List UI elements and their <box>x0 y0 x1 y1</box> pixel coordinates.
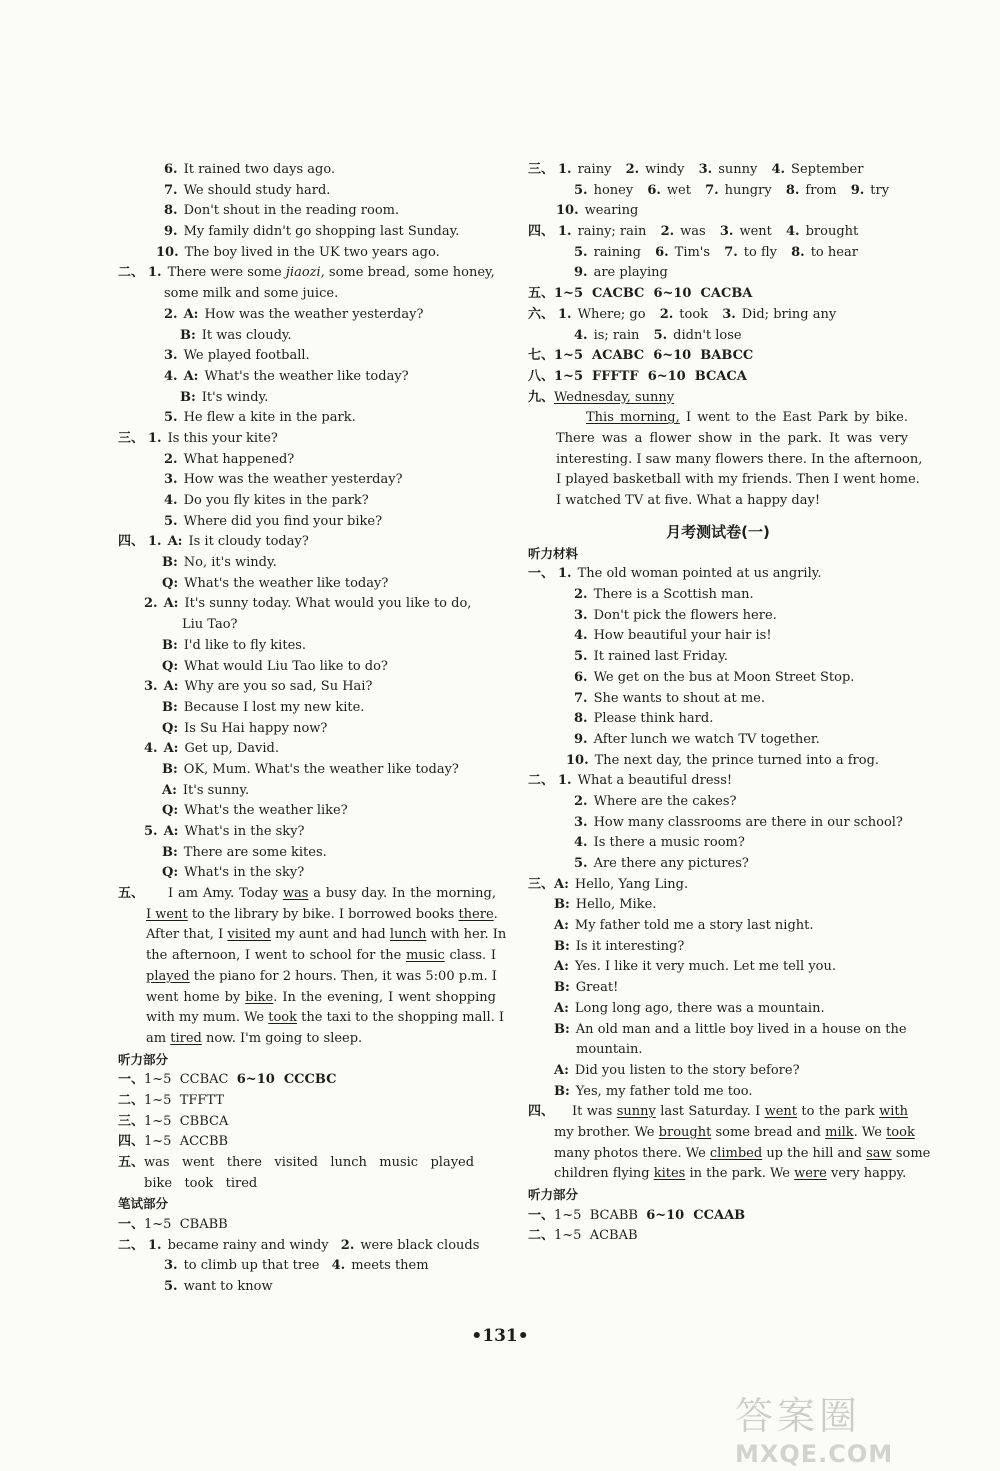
section-marker: 三、 <box>118 430 145 446</box>
answer-line: Q: Is Su Hai happy now? <box>162 720 328 736</box>
dialogue-line: B: Is it interesting? <box>554 938 685 954</box>
answer-line: 六、 1. Where; go 2. took 3. Did; bring any <box>528 305 908 326</box>
section-marker: 九、 <box>528 389 555 405</box>
section-heading: 听力部分 <box>118 1051 169 1067</box>
answer-line: A: It's sunny. <box>162 782 250 798</box>
answer-line: 2. Where are the cakes? <box>574 793 737 809</box>
dialogue-line: B: An old man and a little boy lived in a house on the <box>554 1021 907 1037</box>
answer-line: 一、 1~5 CCBAC 6~10 CCCBC <box>118 1070 496 1091</box>
answer-line: 5. A: What's in the sky? <box>144 824 305 839</box>
answer-line: 七、 1~5 ACABC 6~10 BABCC <box>528 346 908 367</box>
answer-line: 三、 1. Is this your kite? <box>118 429 496 450</box>
dialogue-line: B: Hello, Mike. <box>554 897 657 913</box>
passage-line: played the piano for 2 hours. Then, it was 5:00 p.m. I <box>146 968 497 984</box>
answer-line: 五、 was went there visited lunch music played <box>118 1153 496 1174</box>
answer-line: 5. Are there any pictures? <box>574 856 749 871</box>
answer-line: B: Because I lost my new kite. <box>162 699 365 715</box>
section-marker: 四、 <box>118 1134 145 1150</box>
answer-line: 8. Don't shout in the reading room. <box>164 203 400 219</box>
answer-line: 二、 1. There were some jiaozi, some bread, some honey, <box>118 263 496 284</box>
answer-line: 3. How was the weather yesterday? <box>164 472 403 488</box>
answer-line: some milk and some juice. <box>164 286 339 302</box>
answer-line: 2. What happened? <box>164 451 295 467</box>
page-number: •131• <box>471 1326 529 1346</box>
answer-line: Q: What would Liu Tao like to do? <box>162 658 388 674</box>
answer-line: 5. honey 6. wet 7. hungry 8. from 9. try <box>574 182 890 198</box>
dialogue-line: A: Long long ago, there was a mountain. <box>554 1000 825 1016</box>
section-heading: 听力部分 <box>528 1187 579 1202</box>
answer-line: Liu Tao? <box>182 617 238 633</box>
answer-line: 9. are playing <box>574 265 668 281</box>
answer-line: 3. How many classrooms are there in our school? <box>574 814 903 830</box>
section-marker: 五、 <box>528 286 555 302</box>
section-marker: 二、 <box>118 1237 145 1253</box>
watermark-logo <box>735 1385 965 1468</box>
answer-line: B: I'd like to fly kites. <box>162 637 307 653</box>
answer-line: 三、 1. rainy 2. windy 3. sunny 4. September <box>528 160 908 181</box>
dialogue-line: A: Yes. I like it very much. Let me tell you. <box>554 959 836 975</box>
answer-line: 4. A: What's the weather like today? <box>164 368 409 384</box>
dialogue-line: A: Did you listen to the story before? <box>554 1062 800 1078</box>
answer-line: 3. Don't pick the flowers here. <box>574 607 777 623</box>
passage-line: There was a flower show in the park. It was very <box>556 430 908 446</box>
answer-line: 4. A: Get up, David. <box>144 741 279 757</box>
passage-line: After that, I visited my aunt and had lunch with her. In <box>146 927 507 943</box>
answer-line: Q: What's the weather like today? <box>162 575 389 591</box>
answer-line: 3. We played football. <box>164 348 310 364</box>
answer-line: 6. It rained two days ago. <box>164 162 336 177</box>
passage-line: many photos there. We climbed up the hill and saw some <box>554 1145 931 1161</box>
answer-line: 一、 1~5 BCABB 6~10 CCAAB <box>528 1206 908 1227</box>
answer-line: 三、 1~5 CBBCA <box>118 1112 496 1133</box>
answer-line: 五、 1~5 CACBC 6~10 CACBA <box>528 284 908 305</box>
dialogue-line: B: Great! <box>554 980 619 996</box>
answer-line: Q: What's the weather like? <box>162 803 348 819</box>
answer-line: B: OK, Mum. What's the weather like today? <box>162 761 459 777</box>
passage-line: This morning, I went to the East Park by bike. <box>586 410 908 426</box>
section-marker: 四、 <box>118 534 145 550</box>
section-title: 月考测试卷(一) <box>666 522 770 541</box>
section-marker: 四、 <box>528 224 555 240</box>
answer-line: 3. to climb up that tree 4. meets them <box>164 1258 429 1274</box>
answer-line: 4. is; rain 5. didn't lose <box>574 327 742 343</box>
section-marker: 五、 <box>118 1155 145 1170</box>
section-marker: 七、 <box>528 348 555 364</box>
answer-line: 4. Do you fly kites in the park? <box>164 493 369 508</box>
answer-line: 2. A: How was the weather yesterday? <box>164 306 424 322</box>
answer-line: 二、 1~5 TFFTT <box>118 1091 496 1112</box>
section-marker: 二、 <box>118 1092 145 1108</box>
section-marker: 一、 <box>118 1072 145 1088</box>
passage-line: children flying kites in the park. We were very happy. <box>554 1166 907 1182</box>
answer-line: 10. The next day, the prince turned into a frog. <box>566 752 880 768</box>
answer-line: 八、 1~5 FFFTF 6~10 BCACA <box>528 367 908 388</box>
section-marker: 二、 <box>528 773 555 789</box>
passage-line: I went to the library by bike. I borrowed books there. <box>146 906 498 922</box>
right-column <box>528 160 931 1247</box>
dialogue-line: mountain. <box>576 1042 643 1058</box>
answer-line: B: There are some kites. <box>162 844 327 860</box>
answer-line: B: It was cloudy. <box>180 327 292 343</box>
answer-line: 5. Where did you find your bike? <box>164 513 383 529</box>
section-marker: 三、 <box>118 1113 145 1129</box>
answer-line: 5. raining 6. Tim's 7. to fly 8. to hear <box>574 244 858 260</box>
passage-line: my brother. We brought some bread and milk. We took <box>554 1124 915 1140</box>
section-marker: 一、 <box>528 566 555 582</box>
answer-line: 四、 1. A: Is it cloudy today? <box>118 532 496 553</box>
watermark-url: MXQE.COM <box>735 1440 894 1468</box>
answer-line: 二、 1. What a beautiful dress! <box>528 771 908 792</box>
answer-line: 9. After lunch we watch TV together. <box>574 731 820 747</box>
left-column <box>118 160 507 1298</box>
answer-line: B: No, it's windy. <box>162 555 277 571</box>
passage-line: 五、 I am Amy. Today was a busy day. In the morning, <box>118 884 496 905</box>
answer-line: 一、 1~5 CBABB <box>118 1215 496 1236</box>
answer-line: 10. The boy lived in the UK two years ago. <box>156 244 440 260</box>
passage-line: with my mum. We took the taxi to the shopping mall. I <box>146 1010 505 1026</box>
dialogue-line: B: Yes, my father told me too. <box>554 1083 753 1099</box>
dialogue-line: 三、 A: Hello, Yang Ling. <box>528 875 908 896</box>
section-marker: 八、 <box>528 368 555 384</box>
section-marker: 二、 <box>528 1228 555 1244</box>
answer-line: 2. A: It's sunny today. What would you like to do, <box>144 596 472 612</box>
answer-line: 四、 1~5 ACCBB <box>118 1132 496 1153</box>
answer-line: 二、 1. became rainy and windy 2. were black clouds <box>118 1236 496 1257</box>
passage-line: interesting. I saw many flowers there. In the afternoon, <box>556 451 923 467</box>
answer-line: 4. Is there a music room? <box>574 835 745 851</box>
answer-line: 6. We get on the bus at Moon Street Stop. <box>574 669 855 685</box>
passage-line: went home by bike. In the evening, I went shopping <box>146 989 496 1005</box>
answer-line: 2. There is a Scottish man. <box>574 587 754 603</box>
section-marker: 三、 <box>528 876 555 892</box>
section-marker: 一、 <box>118 1217 145 1233</box>
answer-line: B: It's windy. <box>180 389 269 405</box>
answer-line: bike took tired <box>144 1175 258 1191</box>
answer-line: Q: What's in the sky? <box>162 865 305 881</box>
section-marker: 五、 <box>118 886 145 902</box>
answer-line: 8. Please think hard. <box>574 711 714 727</box>
passage-line: the afternoon, I went to school for the music class. I <box>146 948 496 964</box>
passage-line: 四、 It was sunny last Saturday. I went to the park with <box>528 1102 908 1123</box>
passage-line: am tired now. I'm going to sleep. <box>146 1030 363 1046</box>
answer-line: 九、 Wednesday, sunny <box>528 388 908 409</box>
section-marker: 四、 <box>528 1104 555 1120</box>
watermark-text: 答案圈 <box>735 1394 862 1438</box>
section-marker: 三、 <box>528 162 555 177</box>
answer-line: 5. It rained last Friday. <box>574 649 728 665</box>
answer-line: 9. My family didn't go shopping last Sunday. <box>164 224 460 240</box>
answer-line: 10. wearing <box>556 203 639 219</box>
passage-line: I watched TV at five. What a happy day! <box>556 493 821 508</box>
answer-line: 四、 1. rainy; rain 2. was 3. went 4. brought <box>528 222 908 243</box>
passage-line: I played basketball with my friends. Then I went home. <box>556 472 920 488</box>
section-marker: 一、 <box>528 1207 555 1223</box>
answer-line: 5. want to know <box>164 1279 273 1295</box>
section-heading: 听力材料 <box>528 545 579 561</box>
section-heading: 笔试部分 <box>118 1196 169 1212</box>
answer-line: 一、 1. The old woman pointed at us angrily. <box>528 564 908 585</box>
answer-line: 5. He flew a kite in the park. <box>164 410 356 426</box>
section-marker: 六、 <box>528 306 555 322</box>
dialogue-line: A: My father told me a story last night. <box>554 918 814 934</box>
answer-line: 7. She wants to shout at me. <box>574 690 766 706</box>
answer-line: 3. A: Why are you so sad, Su Hai? <box>144 679 373 695</box>
answer-line: 7. We should study hard. <box>164 182 331 198</box>
section-marker: 二、 <box>118 265 145 281</box>
answer-line: 4. How beautiful your hair is! <box>574 628 772 644</box>
answer-line: 二、 1~5 ACBAB <box>528 1226 908 1247</box>
